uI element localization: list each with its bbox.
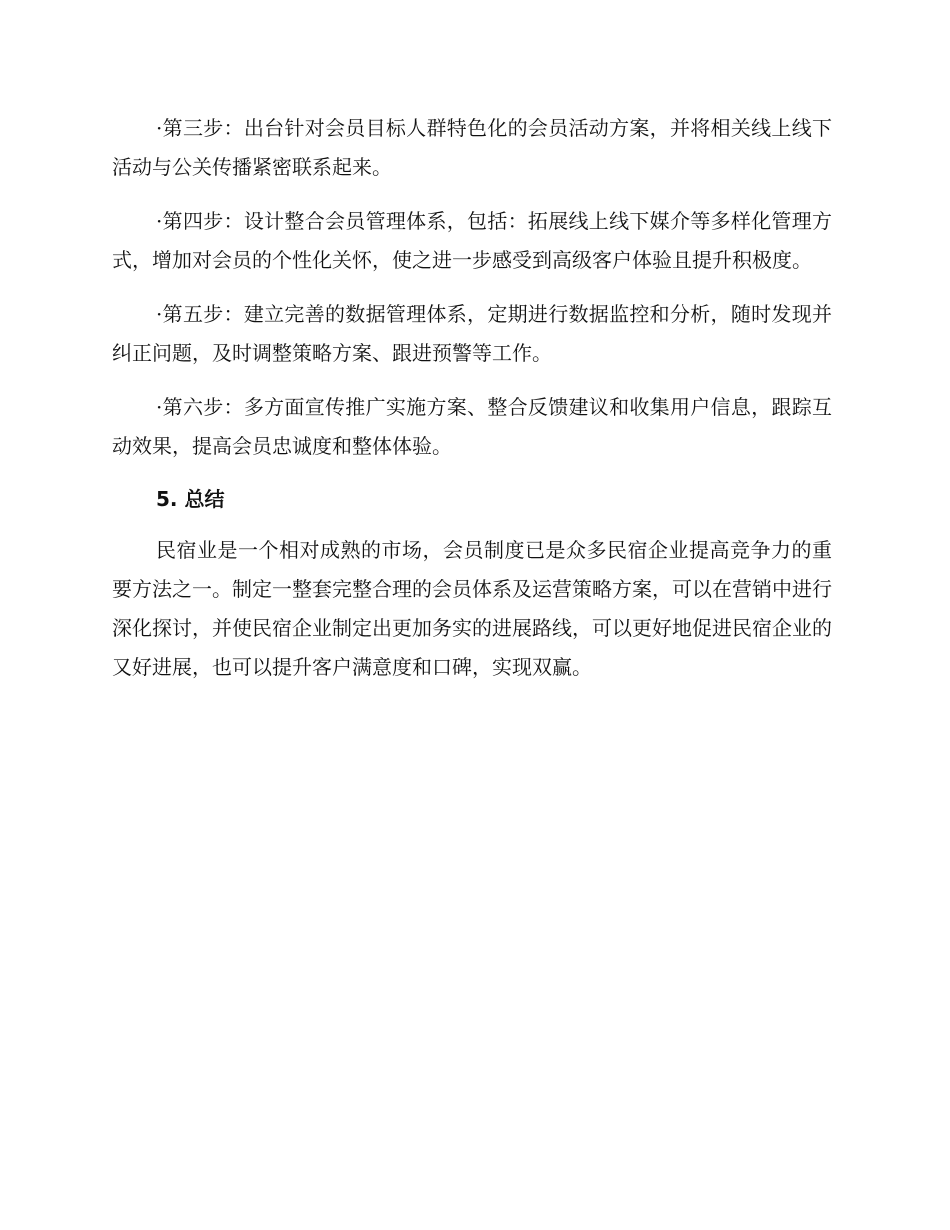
summary-paragraph: 民宿业是一个相对成熟的市场，会员制度已是众多民宿企业提高竞争力的重要方法之一。制定一整套完整合理的会员体系及运营策略方案，可以在营销中进行深化探讨，并使民宿企业制定出更加务实的进展路线，可以更好地促进民宿企业的又好进展，也可以提升客户满意度和口碑，实现双赢。	[112, 538, 832, 679]
step-three-paragraph: ·第三步：出台针对会员目标人群特色化的会员活动方案，并将相关线上线下活动与公关传播紧密联系起来。	[112, 116, 832, 179]
section-heading: 5. 总结	[156, 487, 225, 511]
step-five-paragraph: ·第五步：建立完善的数据管理体系，定期进行数据监控和分析，随时发现并纠正问题，及时调整策略方案、跟进预警等工作。	[112, 302, 832, 365]
step-four-paragraph: ·第四步：设计整合会员管理体系，包括：拓展线上线下媒介等多样化管理方式，增加对会员的个性化关怀，使之进一步感受到高级客户体验且提升积极度。	[112, 209, 832, 272]
step-six-paragraph: ·第六步：多方面宣传推广实施方案、整合反馈建议和收集用户信息，跟踪互动效果，提高会员忠诚度和整体体验。	[112, 395, 832, 458]
document-body	[112, 109, 832, 702]
